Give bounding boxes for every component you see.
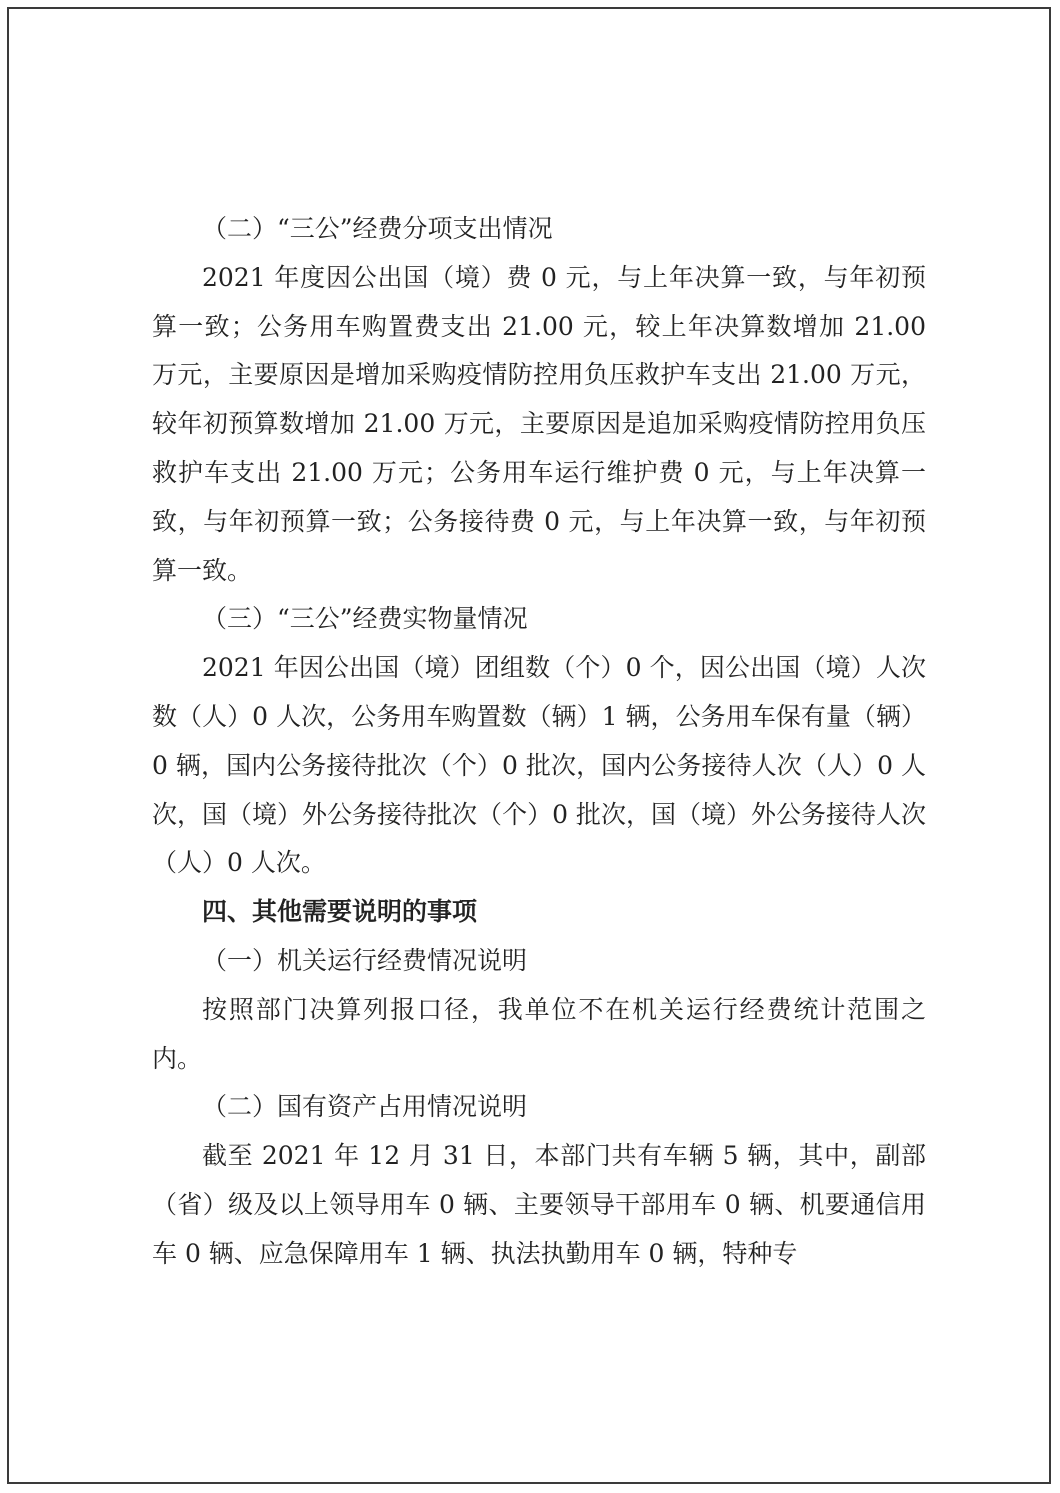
subheading-operating-funds: （一）机关运行经费情况说明 xyxy=(202,945,528,975)
document-body xyxy=(152,205,926,1279)
paragraph-operating-funds: 按照部门决算列报口径，我单位不在机关运行经费统计范围之内。 xyxy=(152,994,926,1073)
subheading-sangong-items: （二）“三公”经费分项支出情况 xyxy=(202,214,553,243)
paragraph-sangong-items: 2021 年度因公出国（境）费 0 元，与上年决算一致，与年初预算一致；公务用车购置费支出 21.00 元，较上年决算数增加 21.00 万元，主要原因是增加采购疫情防控用负压救护车支出 21.00 万元，较年初预算数增加 21.00 万元，主要原因是追加采购疫情防控用负压救护车支出 21.00 万元；公务用车运行维护费 0 元，与上年决算一致，与年初预算一致；公务接待费 0 元，与上年决算一致，与年初预算一致。 xyxy=(152,262,926,585)
heading-other-matters: 四、其他需要说明的事项 xyxy=(202,897,478,927)
paragraph-sangong-physical: 2021 年因公出国（境）团组数（个）0 个，因公出国（境）人次数（人）0 人次，公务用车购置数（辆）1 辆，公务用车保有量（辆）0 辆，国内公务接待批次（个）0 批次，国内公务接待人次（人）0 人次，国（境）外公务接待批次（个）0 批次，国（境）外公务接待人次（人）0 人次。 xyxy=(152,653,926,878)
page-frame xyxy=(7,7,1051,1484)
subheading-state-assets: （二）国有资产占用情况说明 xyxy=(202,1092,528,1122)
subheading-sangong-physical: （三）“三公”经费实物量情况 xyxy=(202,604,528,634)
paragraph-state-assets: 截至 2021 年 12 月 31 日，本部门共有车辆 5 辆，其中，副部（省）级及以上领导用车 0 辆、主要领导干部用车 0 辆、机要通信用车 0 辆、应急保障用车 1 辆、执法执勤用车 0 辆，特种专 xyxy=(152,1141,926,1268)
